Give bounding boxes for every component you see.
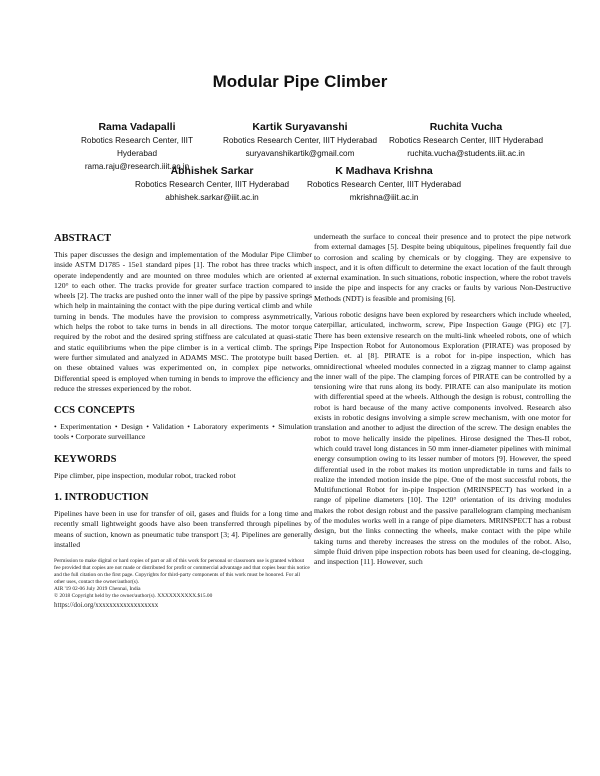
author-affiliation: Robotics Research Center, IIIT Hyderabad [388, 136, 544, 145]
author-name: K Madhava Krishna [335, 165, 433, 177]
paper-title: Modular Pipe Climber [212, 72, 388, 91]
author-email: ruchita.vucha@students.iiit.ac.in [407, 149, 525, 158]
right-column [314, 232, 571, 568]
copyright-line: © 2018 Copyright held by the owner/author(s). XXXXXXXXXX.$15.00 [54, 593, 213, 600]
conference-info: AIR '19 02-06 July 2019 Chennai, India [54, 586, 141, 593]
author-email: rama.raju@research.iiit.ac.in [84, 162, 190, 171]
author-affiliation: Robotics Research Center, IIIT Hyderabad [134, 180, 290, 189]
author-block [304, 164, 464, 204]
author-email: abhishek.sarkar@iiit.ac.in [165, 193, 259, 202]
author-name: Abhishek Sarkar [170, 165, 254, 177]
author-name: Rama Vadapalli [98, 121, 176, 133]
keywords-text: Pipe climber, pipe inspection, modular robot, tracked robot [54, 470, 236, 480]
author-affiliation: Robotics Research Center, IIIT Hyderabad [222, 136, 378, 145]
author-email: suryavanshikartik@gmail.com [245, 149, 355, 158]
introduction-text: Pipelines have been in use for transfer of oil, gases and fluids for a long time and recently small lightweight goods have also been transferred through pipelines by means of suction, known as pneumatic tube transport [3; 4]. Pipelines are generally installed [54, 509, 312, 549]
abstract-text: This paper discusses the design and implementation of the Modular Pipe Climber inside ASTM D1785 - 15e1 standard pipes [1]. The robot has three tracks which operate independently and are mounted on three modules which are oriented at 120° to each other. The tracks provide for greater surface traction compared to wheels [2]. The tracks are pushed onto the inner wall of the pipe by passive springs which help in maintaining the contact with the pipe during vertical climb and while turning in bends. The modules have the provision to compress asymmetrically, which helps the robot to take turns in bends in all directions. The motor torque required by the robot and the desired spring stiffness are calculated at quasi-static and static equilibriums when the pipe climber is in a vertical climb. The springs were further simulated and analyzed in ADAMS MSC. The prototype built based on these obtained values was experimented on, in complex pipe networks. Differential speed is employed when turning in bends to improve the efficiency and reduce the stresses experienced by the robot. [54, 250, 312, 393]
body-paragraph: underneath the surface to conceal their presence and to protect the pipe network from external damages [5]. Despite being ubiquitous, pipelines frequently fail due to corrosion and scaling by chemicals or by clogging. They are expensive to inspect, and it is often difficult to determine the exact location of the fault through external examination. In such situations, robotic inspection, where the robot travels inside the pipe and inspects for any cracks or faults by various Non-Destructive Methods (NDT) is feasible and promising [6]. [314, 232, 571, 303]
author-block [134, 164, 290, 204]
ccs-heading: CCS CONCEPTS [54, 405, 135, 417]
author-affiliation: Robotics Research Center, IIIT Hyderabad [306, 180, 462, 189]
left-column [54, 232, 312, 610]
copyright-footnote [54, 558, 312, 610]
author-email: mkrishna@iiit.ac.in [349, 193, 419, 202]
permission-notice: Permission to make digital or hard copies of part or all of this work for personal or classroom use is granted without fee provided that copies are not made or distributed for profit or commercial advantage and that copies bear this notice and the full citation on the first page. Copyrights for third-party components of this work must be honored. For all other uses, contact the owner/author(s). [54, 558, 310, 586]
author-name: Ruchita Vucha [429, 121, 503, 133]
keywords-heading: KEYWORDS [54, 453, 117, 465]
author-affiliation: Robotics Research Center, IIIT Hyderabad [81, 136, 193, 158]
introduction-heading: 1. INTRODUCTION [54, 492, 149, 504]
abstract-heading: ABSTRACT [54, 233, 112, 244]
author-block [222, 120, 378, 160]
ccs-text: • Experimentation • Design • Validation • Laboratory experiments • Simulation tools • Corporate surveillance [54, 422, 312, 442]
author-block [388, 120, 544, 160]
doi-link[interactable]: https://doi.org/xxxxxxxxxxxxxxxxxx [54, 601, 159, 610]
author-name: Kartik Suryavanshi [252, 121, 348, 133]
body-paragraph: Various robotic designs have been explored by researchers which include wheeled, caterpillar, articulated, inchworm, screw, Pipe Inspection Gauge (PIG) etc [7]. There has been extensive research on the multi-link wheeled robots, one of which Pipe Inspection Robot for Autonomous Exploration (PIRATE) was proposed by Dertien. et. al [8]. PIRATE is a robot for in-pipe inspection, which has omnidirectional wheeled modules connected in a zigzag manner to clamp against the inner wall of the pipe. The clamping forces of PIRATE can be controlled by a tensioning wire that runs along its body. PIRATE can also manipulate its motion with differential speed at the wheels. Although the design is robust, controlling the robot is hard because of the many active components involved. Research also exists in robotic designs involving a simple screw mechanism, with one motor for translation and another to adjust the direction of the screw. The design enables the robot to move helically inside the pipelines. Hirose designed the Thes-II robot, which could travel long distances in 50 mm inner-diameter pipelines with minimal energy consumption owing to its lesser number of motors [9]. However, the speed differential used in the robot makes its motion unpredictable in turns and fails to realize the intended motion inside the pipe. One of the most successful robots, the Multifunctional Robot for in-pipe Inspection (MRINSPECT) has worked in a range of pipeline diameters [10]. The 120° orientation of its driving modules makes the robot design robust and the passive parallelogram clamping mechanism of the modules works well in a range of pipe diameters. MRINSPECT has a robust design, but the links connecting the wheels, make contact with the pipe while taking turns and thereby increases the stress on the modules of the robot. Also, simple fluid driven pipe inspection robots has been used for cleaning, de-clogging, and inspection [11]. However, such [314, 310, 571, 567]
